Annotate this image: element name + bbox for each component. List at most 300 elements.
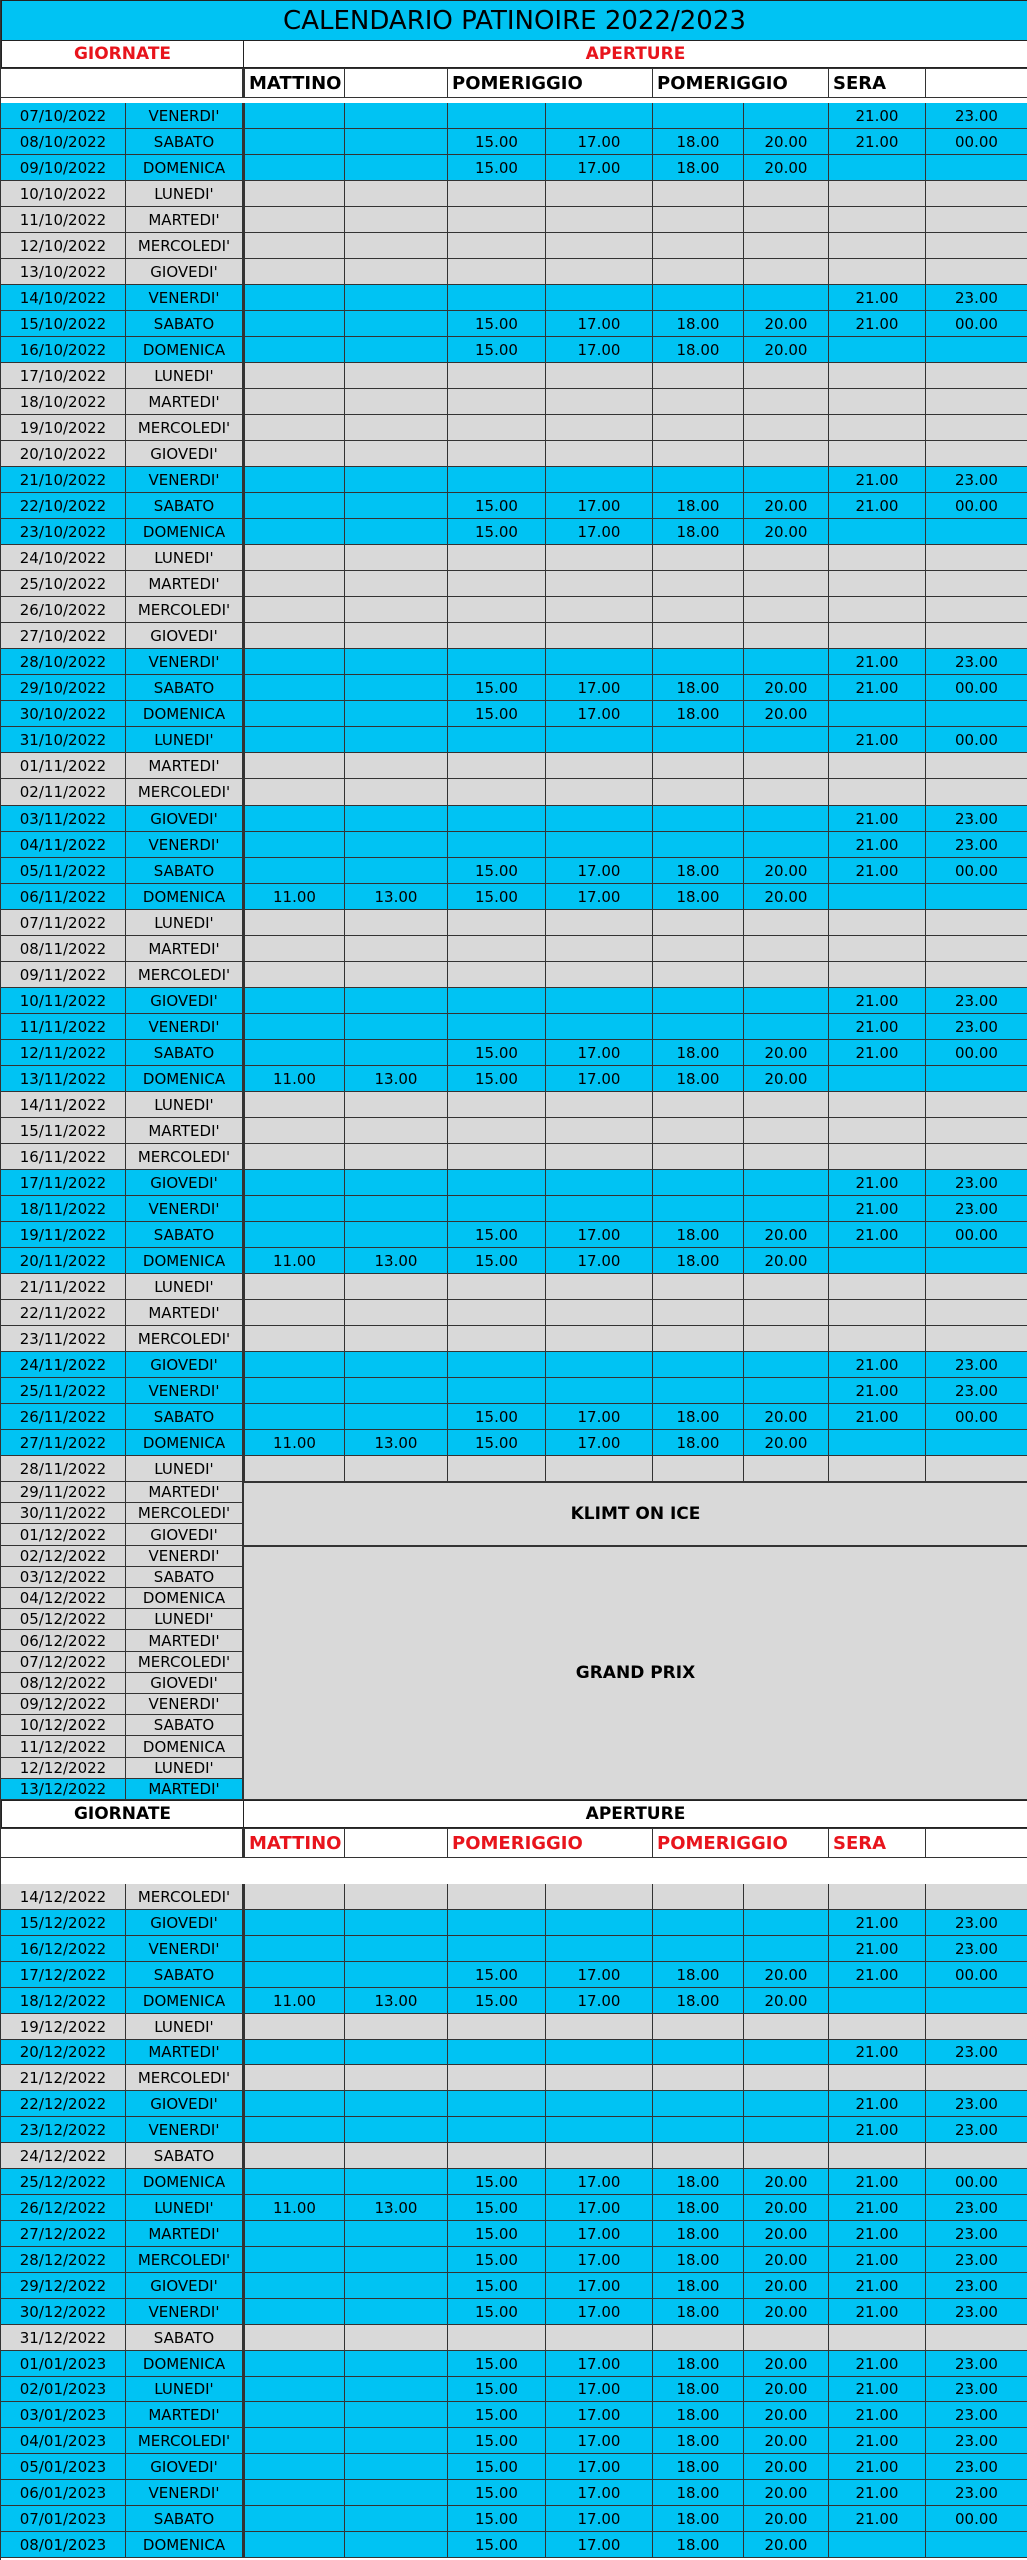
time-cell [546,363,653,389]
time-cell: 21.00 [829,2480,926,2506]
time-cell [345,779,448,806]
time-cell [546,1326,653,1352]
time-cell [243,285,345,311]
date-cell: 20/11/2022 [1,1248,126,1274]
time-cell: 20.00 [744,2428,829,2454]
time-cell: 20.00 [744,2273,829,2299]
table-row [1,701,1027,727]
date-cell: 07/11/2022 [1,910,126,936]
time-cell [829,389,926,415]
date-cell: 01/11/2022 [1,753,126,779]
date-cell: 17/11/2022 [1,1170,126,1196]
date-cell: 23/11/2022 [1,1326,126,1352]
time-cell: 18.00 [653,2454,744,2480]
time-cell [345,571,448,597]
aperture-header: APERTURE [243,40,1027,68]
time-cell [926,1326,1027,1352]
time-cell [926,363,1027,389]
time-cell [744,259,829,285]
day-cell: VENERDI' [126,103,243,129]
date-cell: 01/01/2023 [1,2351,126,2377]
date-cell: 22/12/2022 [1,2091,126,2117]
time-cell: 18.00 [653,1962,744,1988]
time-cell: 20.00 [744,2351,829,2377]
time-cell: 00.00 [926,493,1027,519]
day-cell: SABATO [126,2143,243,2169]
time-cell [744,233,829,259]
time-cell [653,103,744,129]
time-cell [345,988,448,1014]
time-cell [345,649,448,675]
time-cell [345,2402,448,2428]
time-cell: 21.00 [829,2428,926,2454]
table-row [1,2402,1027,2428]
day-cell: VENERDI' [126,1196,243,1222]
time-cell [448,467,546,493]
day-cell: GIOVEDI' [126,1352,243,1378]
time-cell [448,363,546,389]
time-cell [653,415,744,441]
time-cell [243,910,345,936]
time-cell [926,207,1027,233]
time-cell [448,910,546,936]
date-cell: 08/11/2022 [1,936,126,962]
time-cell: 21.00 [829,2040,926,2065]
date-cell: 14/12/2022 [1,1884,126,1910]
time-cell [744,415,829,441]
time-cell: 15.00 [448,2221,546,2247]
time-cell [926,884,1027,910]
time-cell: 18.00 [653,2221,744,2247]
time-cell [744,1196,829,1222]
time-cell [546,1170,653,1196]
time-cell [829,1456,926,1482]
date-cell: 09/12/2022 [1,1694,126,1715]
date-cell: 25/12/2022 [1,2169,126,2195]
time-cell [448,545,546,571]
date-cell: 18/10/2022 [1,389,126,415]
period-pomeriggio-1: POMERIGGIO [448,68,653,98]
time-cell: 18.00 [653,2273,744,2299]
day-cell: GIOVEDI' [126,2273,243,2299]
date-cell: 18/11/2022 [1,1196,126,1222]
day-cell: LUNEDI' [126,910,243,936]
time-cell [829,884,926,910]
date-cell: 08/01/2023 [1,2532,126,2558]
time-cell: 23.00 [926,2273,1027,2299]
time-cell [653,962,744,988]
time-cell: 18.00 [653,2532,744,2558]
time-cell [829,1988,926,2014]
time-cell: 13.00 [345,1066,448,1092]
time-cell: 17.00 [546,129,653,155]
day-cell: MERCOLEDI' [126,233,243,259]
day-cell: VENERDI' [126,1694,243,1715]
time-cell: 21.00 [829,467,926,493]
day-cell: MARTEDI' [126,1779,243,1800]
time-cell: 11.00 [243,884,345,910]
time-cell: 20.00 [744,1248,829,1274]
time-cell [448,285,546,311]
time-cell [448,753,546,779]
time-cell [653,597,744,623]
time-cell [653,285,744,311]
time-cell [926,597,1027,623]
time-cell [546,285,653,311]
time-cell: 23.00 [926,1014,1027,1040]
time-cell [243,2273,345,2299]
time-cell [829,1274,926,1300]
day-cell: DOMENICA [126,1588,243,1609]
time-cell [744,1326,829,1352]
time-cell [345,1118,448,1144]
time-cell [926,701,1027,727]
time-cell [546,2040,653,2065]
table-row [1,1962,1027,1988]
time-cell [926,1248,1027,1274]
event-klimt-on-ice: KLIMT ON ICE [243,1482,1027,1546]
time-cell [243,311,345,337]
time-cell [926,441,1027,467]
date-cell: 03/01/2023 [1,2402,126,2428]
table-row [1,571,1027,597]
date-cell: 12/10/2022 [1,233,126,259]
aperture-header: APERTURE [243,1800,1027,1828]
time-cell [243,467,345,493]
time-cell [546,2117,653,2143]
time-cell [546,753,653,779]
time-cell [243,1884,345,1910]
time-cell [744,103,829,129]
time-cell [926,1274,1027,1300]
time-cell [744,623,829,649]
time-cell [653,233,744,259]
time-cell: 15.00 [448,129,546,155]
time-cell [448,415,546,441]
time-cell: 23.00 [926,2247,1027,2273]
time-cell [926,1884,1027,1910]
table-row [1,2377,1027,2402]
day-cell: VENERDI' [126,1546,243,1567]
date-cell: 19/11/2022 [1,1222,126,1248]
day-cell: SABATO [126,1040,243,1066]
time-cell [653,1014,744,1040]
time-cell [448,727,546,753]
time-cell: 18.00 [653,1988,744,2014]
time-cell [448,1170,546,1196]
time-cell [546,1092,653,1118]
time-cell [546,2143,653,2169]
date-cell: 09/10/2022 [1,155,126,181]
time-cell: 17.00 [546,858,653,884]
date-cell: 04/11/2022 [1,832,126,858]
time-cell [243,779,345,806]
time-cell [546,832,653,858]
day-cell: SABATO [126,1404,243,1430]
time-cell [345,910,448,936]
table-row [1,2195,1027,2221]
day-cell: GIOVEDI' [126,1170,243,1196]
time-cell [653,1170,744,1196]
time-cell: 18.00 [653,1248,744,1274]
time-cell [744,2325,829,2351]
time-cell [345,2532,448,2558]
time-cell [546,2065,653,2091]
time-cell [243,571,345,597]
day-cell: LUNEDI' [126,1092,243,1118]
time-cell: 11.00 [243,1430,345,1456]
date-cell: 25/10/2022 [1,571,126,597]
time-cell [345,285,448,311]
time-cell [744,2117,829,2143]
date-cell: 31/10/2022 [1,727,126,753]
time-cell [345,1222,448,1248]
time-cell [926,389,1027,415]
time-cell: 20.00 [744,155,829,181]
time-cell [829,1066,926,1092]
time-cell [345,2428,448,2454]
time-cell: 21.00 [829,1936,926,1962]
time-cell [345,2040,448,2065]
time-cell: 21.00 [829,1404,926,1430]
table-row [1,649,1027,675]
time-cell: 17.00 [546,2351,653,2377]
time-cell: 20.00 [744,2506,829,2532]
time-cell [926,1092,1027,1118]
time-cell [448,1274,546,1300]
time-cell: 20.00 [744,1988,829,2014]
day-cell: VENERDI' [126,1378,243,1404]
time-cell [653,832,744,858]
time-cell: 23.00 [926,2480,1027,2506]
time-cell [345,2247,448,2273]
time-cell: 17.00 [546,311,653,337]
time-cell [243,155,345,181]
time-cell [345,2454,448,2480]
time-cell: 21.00 [829,727,926,753]
period-sera: SERA [829,1828,926,1858]
time-cell: 21.00 [829,2169,926,2195]
table-row [1,2299,1027,2325]
time-cell [345,936,448,962]
time-cell [744,1144,829,1170]
time-cell [448,1118,546,1144]
time-cell: 20.00 [744,2402,829,2428]
time-cell [926,155,1027,181]
time-cell [653,2143,744,2169]
time-cell [829,2532,926,2558]
time-cell [345,259,448,285]
time-cell [546,1300,653,1326]
time-cell: 23.00 [926,2221,1027,2247]
time-cell [345,858,448,884]
table-row [1,858,1027,884]
day-cell: GIOVEDI' [126,2091,243,2117]
table-row [1,233,1027,259]
time-cell [448,181,546,207]
date-cell: 08/10/2022 [1,129,126,155]
time-cell [653,207,744,233]
day-cell: SABATO [126,2325,243,2351]
day-cell: GIOVEDI' [126,1910,243,1936]
day-cell: MERCOLEDI' [126,2247,243,2273]
time-cell: 18.00 [653,675,744,701]
time-cell: 18.00 [653,129,744,155]
time-cell: 17.00 [546,1066,653,1092]
time-cell [829,753,926,779]
time-cell [653,910,744,936]
time-cell [243,1196,345,1222]
time-cell [829,962,926,988]
time-cell [345,2065,448,2091]
table-row [1,2014,1027,2040]
time-cell: 17.00 [546,675,653,701]
time-cell [345,103,448,129]
time-cell: 23.00 [926,2402,1027,2428]
table-row [1,2247,1027,2273]
time-cell: 20.00 [744,2195,829,2221]
time-cell [744,2091,829,2117]
time-cell: 15.00 [448,884,546,910]
table-row [1,1274,1027,1300]
day-cell: VENERDI' [126,1014,243,1040]
table-row [1,597,1027,623]
day-cell: SABATO [126,311,243,337]
date-cell: 09/11/2022 [1,962,126,988]
time-cell [829,519,926,545]
time-cell [546,936,653,962]
date-cell: 24/12/2022 [1,2143,126,2169]
time-cell [744,1884,829,1910]
time-cell [345,2299,448,2325]
time-cell: 17.00 [546,337,653,363]
time-cell: 18.00 [653,884,744,910]
time-cell [448,1014,546,1040]
time-cell [653,623,744,649]
time-cell [345,1456,448,1482]
time-cell: 20.00 [744,2480,829,2506]
time-cell [243,1092,345,1118]
event-grand-prix: GRAND PRIX [243,1546,1027,1800]
date-cell: 05/11/2022 [1,858,126,884]
time-cell [243,936,345,962]
time-cell: 15.00 [448,675,546,701]
time-cell [243,962,345,988]
time-cell [243,181,345,207]
blank-left [1,1828,243,1858]
date-cell: 23/10/2022 [1,519,126,545]
time-cell: 18.00 [653,2377,744,2402]
time-cell: 15.00 [448,2247,546,2273]
time-cell [243,259,345,285]
day-cell: LUNEDI' [126,1274,243,1300]
time-cell [829,1884,926,1910]
time-cell: 18.00 [653,1222,744,1248]
time-cell [345,1910,448,1936]
time-cell [829,2143,926,2169]
page-title: CALENDARIO PATINOIRE 2022/2023 [1,0,1027,42]
time-cell [653,1326,744,1352]
day-cell: MERCOLEDI' [126,1144,243,1170]
time-cell: 15.00 [448,2351,546,2377]
table-row [1,155,1027,181]
date-cell: 23/12/2022 [1,2117,126,2143]
date-cell: 10/11/2022 [1,988,126,1014]
day-cell: SABATO [126,129,243,155]
time-cell: 21.00 [829,493,926,519]
time-cell [345,493,448,519]
time-cell [345,2014,448,2040]
date-cell: 06/11/2022 [1,884,126,910]
table-row [1,675,1027,701]
time-cell [744,207,829,233]
time-cell [829,233,926,259]
time-cell [448,1092,546,1118]
date-cell: 26/11/2022 [1,1404,126,1430]
table-row [1,467,1027,493]
date-cell: 13/10/2022 [1,259,126,285]
time-cell [448,1378,546,1404]
time-cell: 21.00 [829,103,926,129]
date-cell: 08/12/2022 [1,1673,126,1694]
time-cell: 23.00 [926,806,1027,832]
time-cell [926,181,1027,207]
time-cell: 18.00 [653,337,744,363]
time-cell: 17.00 [546,1248,653,1274]
time-cell [546,2014,653,2040]
time-cell [345,441,448,467]
table-row [1,806,1027,832]
time-cell [926,753,1027,779]
day-cell: GIOVEDI' [126,1673,243,1694]
time-cell [546,571,653,597]
time-cell [653,441,744,467]
day-cell: MARTEDI' [126,389,243,415]
time-cell: 20.00 [744,884,829,910]
time-cell [345,233,448,259]
day-cell: MERCOLEDI' [126,1326,243,1352]
day-cell: MARTEDI' [126,2221,243,2247]
time-cell [345,1300,448,1326]
time-cell [243,2299,345,2325]
time-cell [243,1222,345,1248]
time-cell [345,415,448,441]
table-row [1,1092,1027,1118]
day-cell: VENERDI' [126,832,243,858]
day-cell: GIOVEDI' [126,2454,243,2480]
time-cell [345,1936,448,1962]
time-cell [448,1144,546,1170]
header2-period-row [1,1828,1027,1858]
blank-left [1,68,243,98]
time-cell: 15.00 [448,1248,546,1274]
time-cell [926,623,1027,649]
time-cell: 20.00 [744,701,829,727]
table-row [1,1118,1027,1144]
time-cell [829,207,926,233]
time-cell: 21.00 [829,649,926,675]
day-cell: GIOVEDI' [126,806,243,832]
table-row [1,1222,1027,1248]
time-cell: 18.00 [653,2402,744,2428]
time-cell [546,806,653,832]
time-cell: 18.00 [653,2428,744,2454]
day-cell: LUNEDI' [126,2195,243,2221]
blank [345,1828,448,1858]
day-cell: LUNEDI' [126,2014,243,2040]
time-cell [345,1884,448,1910]
time-cell [829,2065,926,2091]
